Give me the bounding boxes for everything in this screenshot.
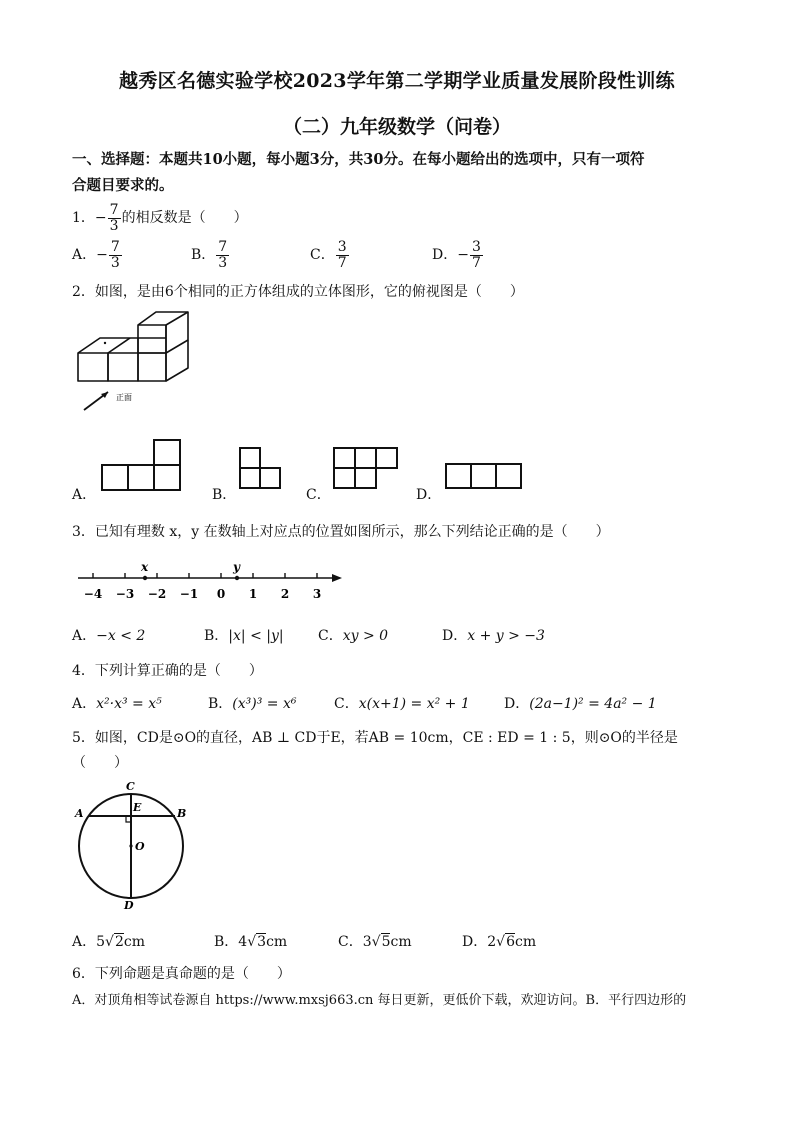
option-expression: −x < 2 — [96, 628, 146, 644]
option-label: D． — [442, 628, 468, 644]
fraction-denominator: 3 — [110, 254, 120, 271]
label-o: O — [135, 840, 145, 853]
option-coefficient: 4 — [238, 934, 248, 950]
option-fraction — [109, 240, 122, 270]
q4-option-c[interactable] — [334, 693, 470, 713]
fraction-numerator: 7 — [109, 202, 119, 218]
option-label: D． — [504, 696, 530, 712]
q2-option-d-figure[interactable] — [444, 462, 526, 492]
fraction-denominator: 3 — [218, 254, 228, 271]
label-b: B — [177, 807, 187, 820]
option-unit: cm — [123, 934, 146, 950]
q2-option-d-label[interactable]: D． — [416, 487, 442, 503]
exam-title-line1: 越秀区名德实验学校2023学年第二学期学业质量发展阶段性训练 — [119, 70, 675, 92]
exam-title-line2: （二）九年级数学（问卷） — [282, 116, 511, 138]
tick-label: −4 — [83, 587, 103, 601]
q1-option-d[interactable] — [432, 240, 484, 270]
option-label: A． — [72, 934, 97, 950]
q3-option-c[interactable] — [318, 625, 388, 645]
q2-option-a-label[interactable]: A． — [72, 487, 97, 503]
q2-option-b-label[interactable]: B． — [212, 487, 237, 503]
q5-option-b[interactable] — [214, 931, 287, 951]
option-label: A． — [72, 247, 97, 264]
option-unit: cm — [266, 934, 288, 950]
option-label: B． — [191, 247, 216, 264]
option-expression: x(x+1) = x² + 1 — [358, 696, 470, 712]
option-label: B． — [204, 628, 229, 644]
option-coefficient: 5 — [96, 934, 106, 950]
option-coefficient: 2 — [487, 934, 497, 950]
q1-option-a[interactable] — [72, 240, 123, 270]
question-1-number: 1． — [72, 210, 95, 227]
label-a: A — [75, 807, 84, 820]
question-2: 2．如图，是由6个相同的正方体组成的立体图形，它的俯视图是（ ） — [72, 284, 524, 300]
section-heading-line1: 一、选择题：本题共10小题，每小题3分，共30分。在每小题给出的选项中，只有一项符 — [72, 151, 645, 168]
option-unit: cm — [515, 934, 537, 950]
q4-option-a[interactable] — [72, 693, 162, 713]
option-label: C． — [310, 247, 335, 264]
sqrt-icon: √ — [247, 934, 257, 950]
q5-option-d[interactable] — [462, 931, 536, 951]
option-expression: x + y > −3 — [467, 628, 545, 644]
point-x-label: x — [141, 560, 149, 574]
q2-option-c-figure[interactable] — [332, 446, 400, 492]
question-3: 3．已知有理数 x，y 在数轴上对应点的位置如图所示，那么下列结论正确的是（ ） — [72, 524, 610, 540]
cube-solid-figure — [72, 308, 232, 418]
tick-label: −1 — [179, 587, 199, 601]
q2-option-a-figure[interactable] — [100, 438, 186, 494]
option-radicand: 5 — [381, 934, 391, 950]
option-label: D． — [462, 934, 488, 950]
option-unit: cm — [390, 934, 412, 950]
fraction-denominator: 3 — [109, 217, 119, 234]
fraction-numerator: 7 — [110, 239, 120, 255]
sqrt-icon: √ — [105, 934, 114, 950]
option-label: B． — [214, 934, 239, 950]
tick-label: −2 — [147, 587, 167, 601]
option-expression: (x³)³ = x⁶ — [232, 696, 297, 712]
option-label: D． — [432, 247, 458, 264]
q2-option-c-label[interactable]: C． — [306, 487, 331, 503]
arrow-right-icon — [332, 574, 342, 582]
point-x — [143, 576, 147, 580]
label-d: D — [124, 899, 134, 910]
option-label: C． — [334, 696, 359, 712]
question-1 — [72, 203, 248, 233]
option-radicand: 2 — [114, 934, 124, 950]
question-1-sign: − — [94, 210, 107, 227]
question-5: 5．如图，CD是⊙O的直径，AB ⊥ CD于E，若AB = 10cm，CE : ED = 1 : 5，则⊙O的半径是 — [72, 730, 678, 746]
tick-label: 2 — [280, 587, 290, 601]
option-label: A． — [72, 696, 97, 712]
option-sign: − — [457, 247, 469, 264]
fraction-denominator: 7 — [471, 254, 481, 271]
point-y-label: y — [233, 560, 240, 574]
option-label: B． — [208, 696, 233, 712]
option-expression: |x| < |y| — [228, 628, 284, 644]
q3-option-a[interactable] — [72, 625, 145, 645]
question-6-option-line: A．对顶角相等试卷源自 https://www.mxsj663.cn 每日更新，更低价下载，欢迎访问。B．平行四边形的 — [72, 993, 687, 1008]
q1-option-b[interactable] — [191, 240, 230, 270]
arrow-label: 正面 — [116, 393, 132, 402]
option-label: A． — [72, 628, 97, 644]
question-5-blank: （ ） — [72, 755, 128, 771]
sqrt-icon: √ — [496, 934, 506, 950]
section-heading-line2: 合题目要求的。 — [72, 177, 174, 194]
q4-option-b[interactable] — [208, 693, 296, 713]
sqrt-icon: √ — [371, 934, 381, 950]
point-y — [235, 576, 239, 580]
option-fraction — [216, 240, 229, 270]
question-1-stem: 的相反数是（ ） — [121, 210, 248, 227]
option-expression: x²·x³ = x⁵ — [96, 696, 162, 712]
label-e: E — [133, 801, 142, 814]
tick-label: 3 — [312, 587, 322, 601]
option-radicand: 6 — [506, 934, 515, 950]
fraction-denominator: 7 — [337, 254, 347, 271]
q2-option-b-figure[interactable] — [238, 446, 286, 492]
option-fraction — [470, 240, 483, 270]
center-point — [129, 844, 132, 847]
label-c: C — [126, 780, 135, 793]
tick-label: 1 — [248, 587, 258, 601]
option-coefficient: 3 — [362, 934, 372, 950]
number-line-figure — [76, 560, 346, 606]
question-1-fraction — [108, 203, 121, 233]
circle-figure — [74, 776, 194, 910]
option-label: C． — [338, 934, 363, 950]
option-radicand: 3 — [257, 934, 267, 950]
q5-option-a[interactable] — [72, 931, 145, 951]
fraction-numerator: 7 — [218, 239, 228, 255]
q5-option-c[interactable] — [338, 931, 412, 951]
fraction-numerator: 3 — [337, 239, 347, 255]
option-label: C． — [318, 628, 343, 644]
fraction-numerator: 3 — [471, 239, 481, 255]
q1-option-c[interactable] — [310, 240, 350, 270]
q4-option-d[interactable] — [504, 693, 657, 713]
tick-label: −3 — [115, 587, 135, 601]
tick-label: 0 — [216, 587, 226, 601]
option-expression: (2a−1)² = 4a² − 1 — [529, 696, 657, 712]
option-sign: − — [96, 247, 108, 264]
option-fraction — [336, 240, 349, 270]
option-expression: xy > 0 — [342, 628, 389, 644]
question-4: 4．下列计算正确的是（ ） — [72, 663, 263, 679]
q3-option-b[interactable] — [204, 625, 284, 645]
question-6: 6．下列命题是真命题的是（ ） — [72, 966, 291, 982]
q3-option-d[interactable] — [442, 625, 545, 645]
